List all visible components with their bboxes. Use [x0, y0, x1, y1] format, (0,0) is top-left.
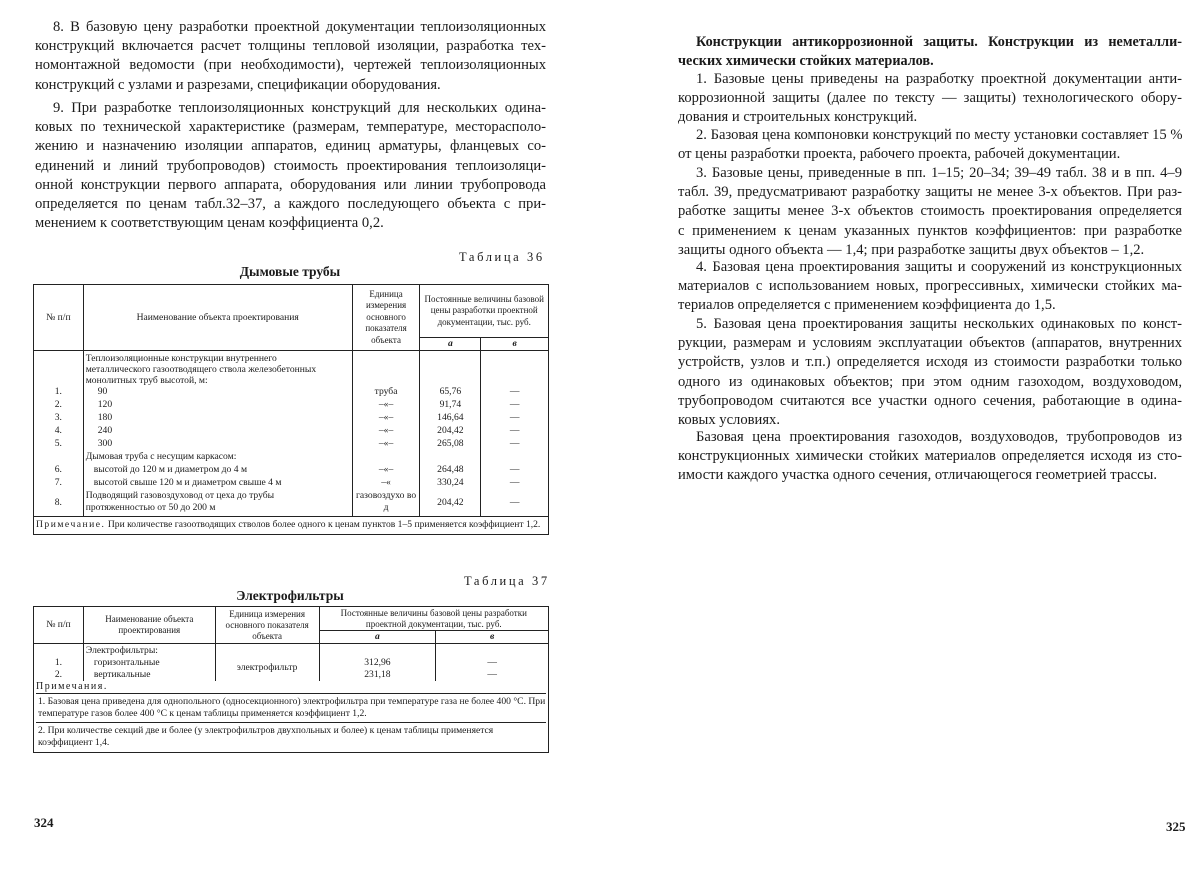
text-line: рукции, размерам и условиям эксплуатации объектов (аппаратов, внутренних [678, 335, 1182, 352]
row-value-a: 265,08 [437, 438, 464, 449]
row-num: 7. [54, 477, 62, 488]
col-header-price: Постоянные величины базовой цены разработки проектной документации, тыс. руб. [319, 607, 548, 631]
row-value-b: — [509, 412, 520, 423]
text-line: жению и назначению изоляции аппаратов, единиц арматуры, фланцевых со- [35, 138, 546, 155]
row-value-b: — [509, 464, 520, 475]
col-header-b: в [481, 338, 549, 351]
group-title: Теплоизоляционные конструкции внутреннего металлического газоотводящего ствола железобетонных монолитных труб высотой, м: [85, 353, 317, 386]
row-value-a: 231,18 [364, 669, 391, 680]
row-num: 6. [54, 464, 62, 475]
text-line: 8. В базовую цену разработки проектной документации теплоизоляционных [53, 19, 546, 35]
row-unit: труба [374, 386, 398, 397]
table37-notes [34, 681, 549, 753]
row-num: 1. [54, 386, 62, 397]
text-line: защиты одного объекта — 1,4; при разработке защиты двух объектов – 1,2. [678, 241, 1145, 258]
paragraph-4 [678, 258, 1182, 316]
row-value-a: 264,48 [437, 464, 464, 475]
col-header-unit: Единица измерения основного показателя объекта [215, 607, 319, 644]
text-line: работке защиты менее 3-х объектов стоимость проектирования определяется [678, 203, 1182, 220]
table-37 [33, 606, 549, 753]
row-value-a: 312,96 [364, 657, 391, 668]
paragraph-2 [678, 126, 1182, 164]
row-num: 8. [54, 497, 62, 508]
table-37-caption: Электрофильтры [236, 588, 344, 603]
row-num: 4. [54, 425, 62, 436]
table36-body-name [83, 351, 352, 517]
text-line: менением к соответствующим ценам коэффициента 0,2. [35, 215, 384, 232]
row-value-b: — [487, 669, 497, 680]
text-line: онной конструкции первого аппарата, оборудования или линии трубопровода [35, 176, 546, 193]
row-num: 2. [54, 399, 62, 410]
text-line: 5. Базовая цена проектирования защиты нескольких одинаковых по конст- [696, 316, 1182, 332]
text-line: материалов с использованием новых, прогрессивных, химически стойких ма- [678, 278, 1182, 295]
paragraph-6 [678, 428, 1182, 486]
text-line: ковых по технической характеристике (размерам, температуре, месторасполо- [35, 119, 546, 136]
table37-body-num [34, 644, 84, 682]
row-name: вертикальные [93, 669, 151, 680]
text-line: 3. Базовые цены, приведенные в пп. 1–15; 20–34; 39–49 табл. 38 и в пп. 4–9 [696, 165, 1182, 181]
paragraph-1 [678, 70, 1182, 128]
text-line: конструкций с узлами и разрезами, спецификации оборудования. [35, 76, 441, 93]
row-value-b: — [509, 425, 520, 436]
notes-title: Примечания. [36, 681, 108, 692]
row-num: 3. [54, 412, 62, 423]
text-line: с применением к ценам указанных пунктов коэффициентов: при разработке [678, 222, 1182, 239]
row-name: 300 [97, 438, 113, 449]
row-name: высотой до 120 м и диаметром до 4 м [93, 464, 248, 475]
table37-body-a [319, 644, 436, 682]
text-line: ческих химически стойких материалов. [678, 52, 934, 69]
paragraph-9 [35, 99, 546, 233]
group-title: Электрофильтры: [85, 645, 158, 656]
paragraph-8 [35, 18, 546, 95]
text-line: устройств, узлов и т.п.) определяется исходя из стоимости разработки только [678, 354, 1182, 371]
text-line: ковых условиях. [678, 412, 780, 429]
text-line: трубопроводом считаются все участки одного сечения, работающие в одина- [678, 392, 1182, 409]
row-unit: –«– [378, 425, 394, 436]
col-header-num: № п/п [34, 607, 84, 644]
row-name: 180 [97, 412, 113, 423]
row-value-b: — [509, 497, 520, 508]
note-title: Примечание. [36, 519, 106, 530]
text-line: единений и линий трубопроводов) стоимость проектирования теплоизоляци- [35, 157, 546, 174]
col-header-name: Наименование объекта проектирования [83, 607, 215, 644]
paragraph-5 [678, 315, 1182, 430]
table36-body-a [420, 351, 481, 517]
col-header-price: Постоянные величины базовой цены разработки проектной документации, тыс. руб. [420, 285, 549, 338]
text-line: номонтажной ведомости (при необходимости), чертежей теплоизоляционных [35, 57, 546, 74]
text-line: одного из одинаковых объектов; при этом одним газоходом, воздуховодом, [678, 373, 1182, 390]
row-unit: –«– [378, 438, 394, 449]
row-unit: –«– [378, 464, 394, 475]
col-header-name: Наименование объекта проектирования [83, 285, 352, 351]
row-value-a: 91,74 [439, 399, 462, 410]
paragraph-3 [678, 164, 1182, 260]
table37-body-name [83, 644, 215, 682]
row-value-a: 146,64 [437, 412, 464, 423]
note-2: 2. При количестве секций две и более (у электрофильтров двухпольных и более) к ценам таблицы применяется коэффициент 1,4. [38, 725, 494, 748]
text-line: коррозионной защиты (далее по тексту — защиты) технологического обору- [678, 90, 1182, 107]
row-unit: –« [381, 477, 391, 488]
row-value-b: — [509, 438, 520, 449]
row-value-b: — [487, 657, 497, 668]
text-line: 4. Базовая цена проектирования защиты и сооружений из конструкционных [696, 259, 1182, 275]
row-value-a: 65,76 [439, 386, 462, 397]
row-value-a: 204,42 [437, 425, 464, 436]
text-line: от цены разработки проекта, рабочего проекта, рабочей документации. [678, 146, 1121, 163]
row-name: 240 [97, 425, 113, 436]
text-line: табл. 39, предусматривают разработку защиты не менее 3-х объектов. При раз- [678, 184, 1182, 201]
table36-body-num [34, 351, 84, 517]
text-line: дования и строительных конструкций. [678, 109, 918, 126]
text-line: 1. Базовые цены приведены на разработку проектной документации анти- [696, 71, 1182, 87]
row-unit: –«– [378, 399, 394, 410]
group-title: Дымовая труба с несущим каркасом: [85, 451, 237, 462]
row-num: 2. [54, 669, 63, 680]
row-unit: электрофильтр [236, 661, 298, 673]
col-header-a: а [420, 338, 481, 351]
row-name: 120 [97, 399, 113, 410]
table37-body-b [436, 644, 549, 682]
text-line: имости каждого участка одного сечения, отличающегося геометрией трассы. [678, 467, 1157, 484]
col-header-unit: Единица измерения основного показателя объекта [352, 285, 420, 351]
text-line: Конструкции антикоррозионной защиты. Конструкции из неметалли- [696, 34, 1182, 50]
row-value-a: 204,42 [437, 497, 464, 508]
note-text: При количестве газоотводящих стволов более одного к ценам пунктов 1–5 применяется коэффициент 1,2. [107, 519, 541, 530]
text-line: териалов определяется с применением коэффициента до 1,5. [678, 297, 1056, 314]
page-number: 324 [34, 815, 54, 830]
col-header-b: в [436, 631, 549, 644]
table-37-label: Таблица 37 [464, 574, 550, 588]
text-line: конструкций включается расчет толщины тепловой изоляции, разработка тех- [35, 38, 546, 55]
row-value-b: — [509, 386, 520, 397]
table36-note [34, 517, 549, 535]
right-page [600, 0, 1200, 872]
table36-body-unit [352, 351, 420, 517]
row-name: горизонтальные [93, 657, 160, 668]
page-number: 325 [1166, 819, 1186, 834]
text-line: Базовая цена проектирования газоходов, воздуховодов, трубопроводов из [696, 429, 1182, 445]
row-num: 1. [54, 657, 63, 668]
col-header-num: № п/п [34, 285, 84, 351]
row-unit: газовоздухо вод [355, 490, 417, 513]
table36-body-b [481, 351, 549, 517]
row-name: Подводящий газовоздуховод от цеха до трубы протяженностью от 50 до 200 м [85, 490, 275, 513]
row-value-b: — [509, 399, 520, 410]
text-line: конструкционных химически стойких материалов определяется исходя из сто- [678, 448, 1182, 465]
row-name: высотой свыше 120 м и диаметром свыше 4 м [93, 477, 282, 488]
note-1: 1. Базовая цена приведена для однопольного (односекционного) электрофильтра при температуре газа не более 400 °С. При температуре газов более 400 °С к ценам таблицы применяется коэффициент 1,2. [36, 693, 546, 723]
row-num: 5. [54, 438, 62, 449]
text-line: определяется по ценам табл.32–37, а каждого последующего объекта с при- [35, 196, 546, 213]
table-36 [33, 284, 549, 535]
text-line: 9. При разработке теплоизоляционных конструкций для нескольких одина- [53, 100, 546, 116]
table37-body-unit [215, 644, 319, 682]
row-value-a: 330,24 [437, 477, 464, 488]
text-line: 2. Базовая цена компоновки конструкций по месту установки составляет 15 % [696, 127, 1183, 143]
table-36-caption: Дымовые трубы [239, 264, 341, 279]
row-unit: –«– [378, 412, 394, 423]
table-36-label: Таблица 36 [459, 250, 545, 264]
row-name: 90 [97, 386, 108, 397]
row-value-b: — [509, 477, 520, 488]
col-header-a: а [319, 631, 436, 644]
section-heading [678, 33, 1182, 70]
